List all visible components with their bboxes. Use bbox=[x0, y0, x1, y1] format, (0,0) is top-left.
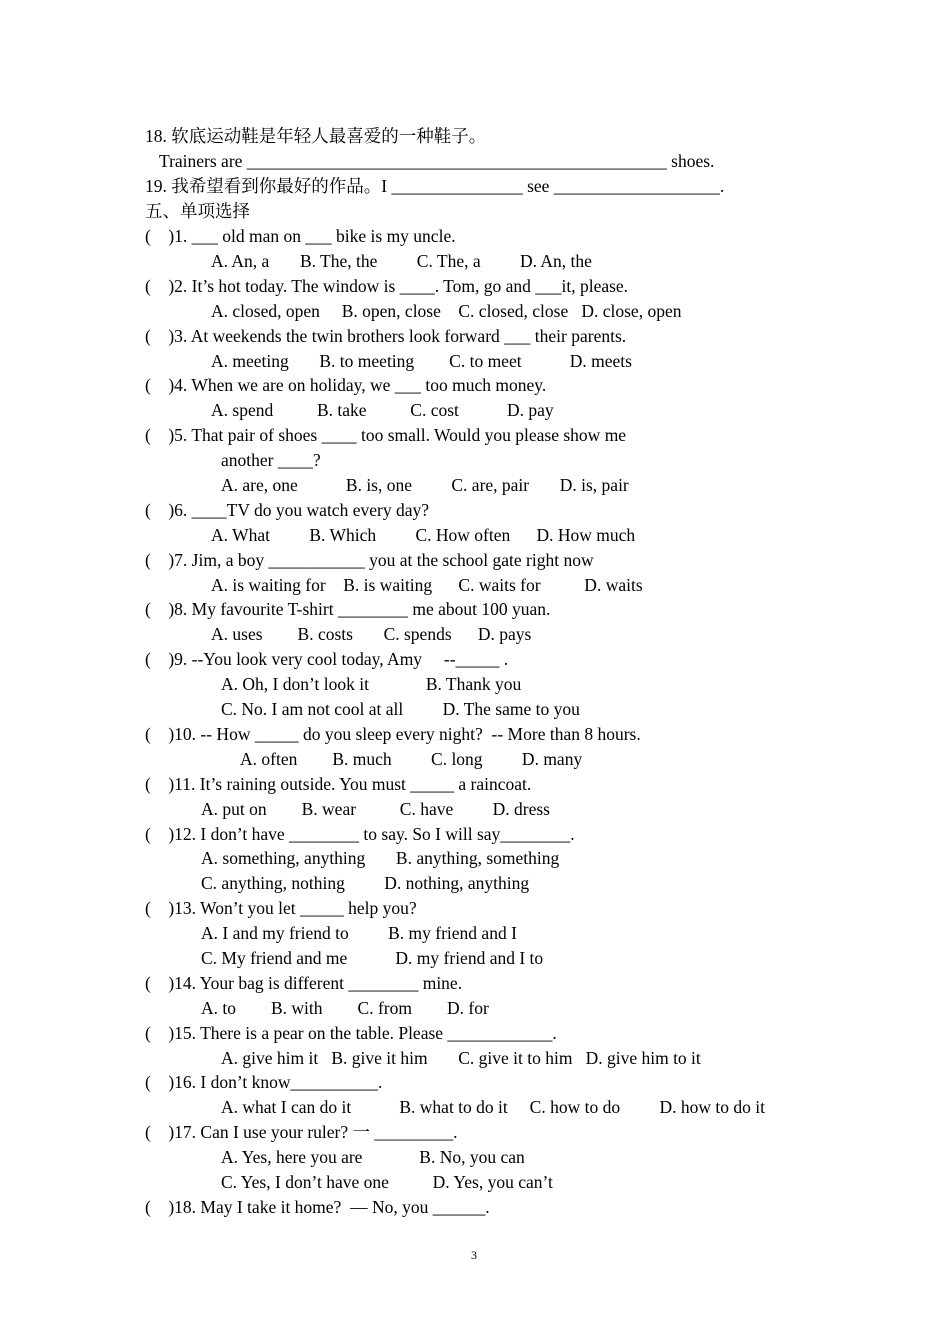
question-15: ( )15. There is a pear on the table. Please ____________. bbox=[145, 1023, 557, 1043]
question-5-continued: another ____? bbox=[221, 450, 321, 470]
question-4: ( )4. When we are on holiday, we ___ too much money. bbox=[145, 375, 547, 395]
question-8-options: A. uses B. costs C. spends D. pays bbox=[211, 624, 532, 644]
question-15-options: A. give him it B. give it him C. give it to him D. give him to it bbox=[221, 1048, 701, 1068]
question-5-options: A. are, one B. is, one C. are, pair D. is, pair bbox=[221, 475, 629, 495]
question-18: ( )18. May I take it home? — No, you ______. bbox=[145, 1197, 490, 1217]
question-11-options: A. put on B. wear C. have D. dress bbox=[201, 799, 550, 819]
question-1: ( )1. ___ old man on ___ bike is my uncle. bbox=[145, 226, 456, 246]
section-heading: 五、单项选择 bbox=[145, 201, 250, 221]
question-4-options: A. spend B. take C. cost D. pay bbox=[211, 400, 554, 420]
question-9-options-cd: C. No. I am not cool at all D. The same to you bbox=[221, 699, 580, 719]
question-12-options-ab: A. something, anything B. anything, something bbox=[201, 848, 560, 868]
question-2: ( )2. It’s hot today. The window is ____. Tom, go and ___it, please. bbox=[145, 276, 629, 296]
question-8: ( )8. My favourite T-shirt ________ me about 100 yuan. bbox=[145, 599, 551, 619]
question-14-options: A. to B. with C. from D. for bbox=[201, 998, 489, 1018]
question-5: ( )5. That pair of shoes ____ too small. Would you please show me bbox=[145, 425, 627, 445]
question-13-options-cd: C. My friend and me D. my friend and I to bbox=[201, 948, 544, 968]
question-6: ( )6. ____TV do you watch every day? bbox=[145, 500, 429, 520]
page-number: 3 bbox=[471, 1248, 477, 1262]
question-3-options: A. meeting B. to meeting C. to meet D. meets bbox=[211, 351, 632, 371]
question-13: ( )13. Won’t you let _____ help you? bbox=[145, 898, 417, 918]
question-6-options: A. What B. Which C. How often D. How much bbox=[211, 525, 636, 545]
question-19-translation: 19. 我希望看到你最好的作品。I _______________ see ___________________. bbox=[145, 176, 725, 196]
question-7: ( )7. Jim, a boy ___________ you at the school gate right now bbox=[145, 550, 594, 570]
question-10: ( )10. -- How _____ do you sleep every night? -- More than 8 hours. bbox=[145, 724, 641, 744]
question-1-options: A. An, a B. The, the C. The, a D. An, the bbox=[211, 251, 592, 271]
question-16: ( )16. I don’t know__________. bbox=[145, 1072, 383, 1092]
question-12: ( )12. I don’t have ________ to say. So I will say________. bbox=[145, 824, 575, 844]
question-11: ( )11. It’s raining outside. You must _____ a raincoat. bbox=[145, 774, 532, 794]
question-9: ( )9. --You look very cool today, Amy --_____ . bbox=[145, 649, 509, 669]
question-2-options: A. closed, open B. open, close C. closed, close D. close, open bbox=[211, 301, 682, 321]
question-18-translation: 18. 软底运动鞋是年轻人最喜爱的一种鞋子。 bbox=[145, 126, 487, 146]
question-14: ( )14. Your bag is different ________ mine. bbox=[145, 973, 463, 993]
question-17: ( )17. Can I use your ruler? 一 _________. bbox=[145, 1122, 458, 1142]
question-12-options-cd: C. anything, nothing D. nothing, anything bbox=[201, 873, 530, 893]
question-10-options: A. often B. much C. long D. many bbox=[240, 749, 583, 769]
question-7-options: A. is waiting for B. is waiting C. waits for D. waits bbox=[211, 575, 643, 595]
question-3: ( )3. At weekends the twin brothers look forward ___ their parents. bbox=[145, 326, 627, 346]
question-17-options-cd: C. Yes, I don’t have one D. Yes, you can’t bbox=[221, 1172, 553, 1192]
question-9-options-ab: A. Oh, I don’t look it B. Thank you bbox=[221, 674, 522, 694]
question-13-options-ab: A. I and my friend to B. my friend and I bbox=[201, 923, 517, 943]
question-16-options: A. what I can do it B. what to do it C. how to do D. how to do it bbox=[221, 1097, 765, 1117]
question-18-blank: Trainers are ________________________________________________ shoes. bbox=[159, 151, 715, 171]
question-17-options-ab: A. Yes, here you are B. No, you can bbox=[221, 1147, 525, 1167]
